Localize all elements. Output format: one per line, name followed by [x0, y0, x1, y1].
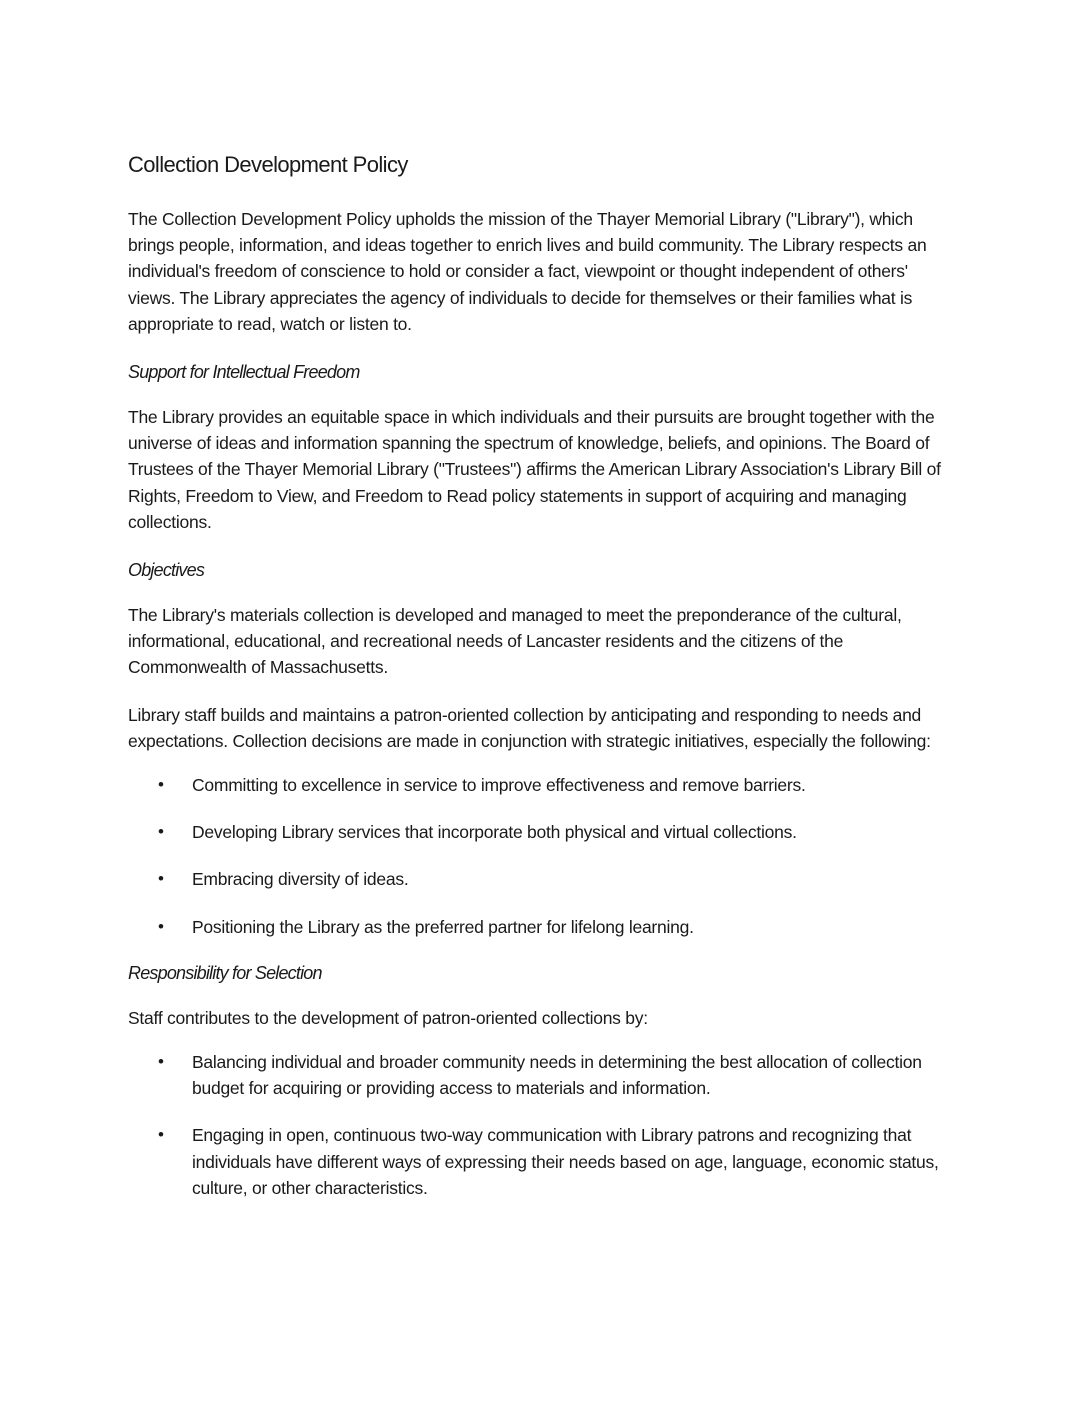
section-heading-intellectual-freedom: Support for Intellectual Freedom: [128, 362, 360, 383]
list-item-text: Engaging in open, continuous two-way communication with Library patrons and recognizing that individuals have different ways of expressing their needs based on age, language, economic status, culture, or other characteristics.: [192, 1125, 939, 1198]
list-item: [128, 1049, 958, 1101]
list-item-text: Positioning the Library as the preferred partner for lifelong learning.: [192, 916, 694, 937]
section-heading-objectives: Objectives: [128, 560, 205, 581]
list-item: [128, 914, 958, 940]
objectives-paragraph-1: The Library's materials collection is developed and managed to meet the preponderance of the cultural, informational, educational, and recreational needs of Lancaster residents and the citizens of the Commonwealth of Massachusetts.: [128, 605, 902, 678]
intro-paragraph: The Collection Development Policy upholds the mission of the Thayer Memorial Library ("Library"), which brings people, information, and ideas together to enrich lives and build community. The Library respects an individual's freedom of conscience to hold or consider a fact, viewpoint or thought independent of others' views. The Library appreciates the agency of individuals to decide for themselves or their families what is appropriate to read, watch or listen to.: [128, 209, 927, 334]
bullet-icon: •: [158, 1052, 164, 1072]
list-item: [128, 1122, 958, 1201]
list-item: [128, 866, 958, 892]
bullet-icon: •: [158, 869, 164, 889]
page-title: Collection Development Policy: [128, 152, 408, 177]
list-item-text: Developing Library services that incorporate both physical and virtual collections.: [192, 822, 797, 843]
list-item-text: Embracing diversity of ideas.: [192, 869, 409, 890]
bullet-icon: •: [158, 822, 164, 842]
objectives-paragraph-2: Library staff builds and maintains a patron-oriented collection by anticipating and responding to needs and expectations. Collection decisions are made in conjunction with strategic initiatives, especially the following:: [128, 704, 931, 751]
bullet-icon: •: [158, 1125, 164, 1145]
objectives-list: [128, 772, 958, 940]
intellectual-freedom-paragraph: The Library provides an equitable space in which individuals and their pursuits are brought together with the universe of ideas and information spanning the spectrum of knowledge, beliefs, and opinions. The Board of Trustees of the Thayer Memorial Library ("Trustees") affirms the American Library Association's Library Bill of Rights, Freedom to View, and Freedom to Read policy statements in support of acquiring and managing collections.: [128, 407, 941, 532]
list-item-text: Committing to excellence in service to improve effectiveness and remove barriers.: [192, 775, 806, 796]
list-item: [128, 772, 958, 798]
section-heading-selection: Responsibility for Selection: [128, 962, 322, 983]
bullet-icon: •: [158, 916, 164, 936]
bullet-icon: •: [158, 775, 164, 795]
selection-list: [128, 1049, 958, 1201]
document-page: [128, 150, 958, 1222]
selection-paragraph: Staff contributes to the development of patron-oriented collections by:: [128, 1007, 648, 1028]
list-item: [128, 819, 958, 845]
list-item-text: Balancing individual and broader community needs in determining the best allocation of collection budget for acquiring or providing access to materials and information.: [192, 1052, 922, 1099]
